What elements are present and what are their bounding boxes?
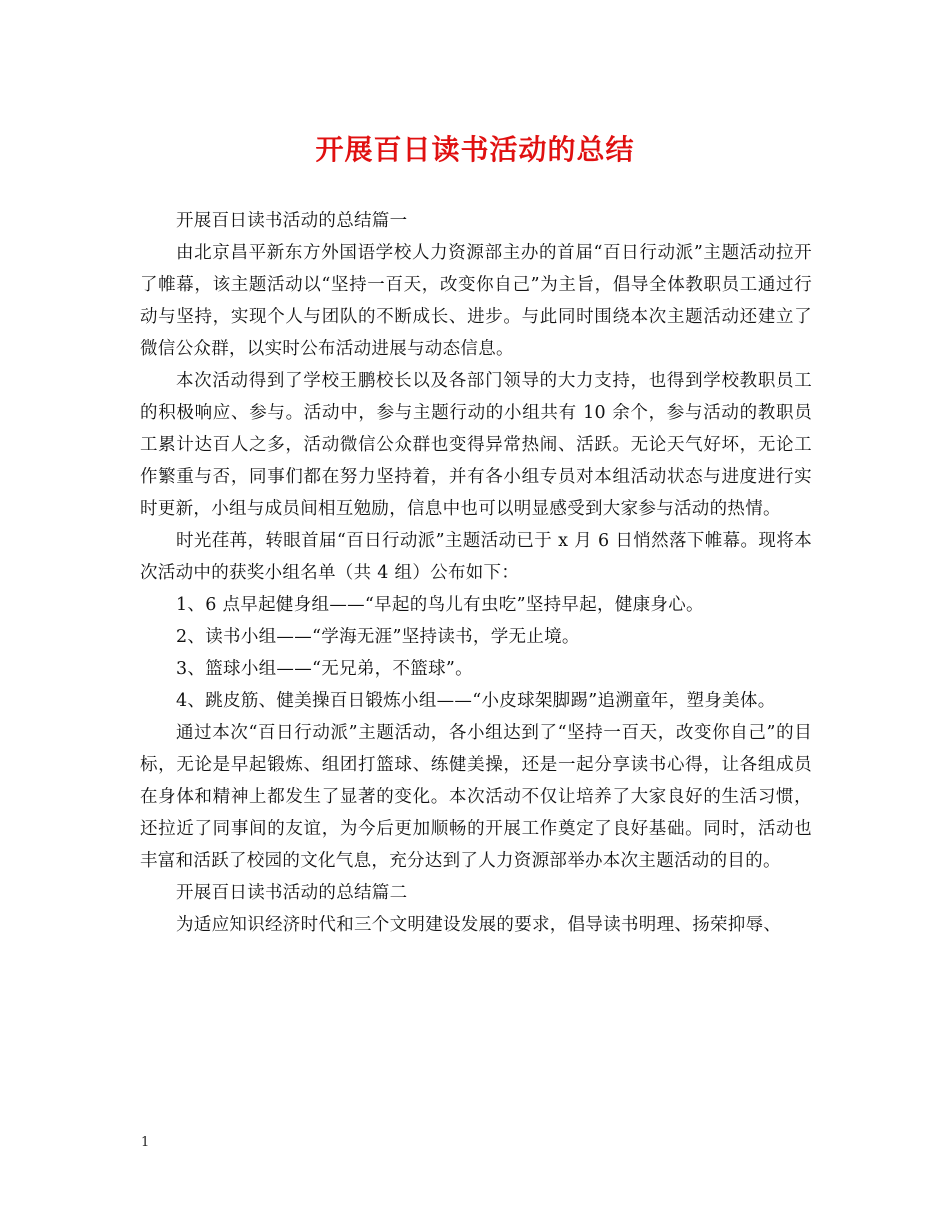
list-item: 4、跳皮筋、健美操百日锻炼小组——“小皮球架脚踢”追溯童年，塑身美体。 [176, 691, 776, 711]
section-heading-1: 开展百日读书活动的总结篇一 [176, 211, 408, 231]
paragraph: 本次活动得到了学校王鹏校长以及各部门领导的大力支持，也得到学校教职员工的积极响应、参与。活动中，参与主题行动的小组共有 10 余个，参与活动的教职员工累计达百人之多，活动微信公众群也变得异常热闹、活跃。无论天气好坏，无论工作繁重与否，同事们都在努力坚持着，并有各小组专员对本组活动状态与进度进行实时更新，小组与成员间相互勉励，信息中也可以明显感受到大家参与活动的热情。 [140, 371, 812, 519]
document-title: 开展百日读书活动的总结 [315, 133, 635, 166]
document-body [140, 205, 812, 941]
section-heading-2: 开展百日读书活动的总结篇二 [176, 883, 408, 903]
list-item: 3、篮球小组——“无兄弟，不篮球”。 [176, 659, 473, 679]
page-number: 1 [141, 1135, 150, 1150]
paragraph: 为适应知识经济时代和三个文明建设发展的要求，倡导读书明理、扬荣抑辱、 [176, 915, 782, 935]
list-item: 2、读书小组——“学海无涯”坚持读书，学无止境。 [176, 627, 580, 647]
paragraph: 时光荏苒，转眼首届“百日行动派”主题活动已于 x 月 6 日悄然落下帷幕。现将本次活动中的获奖小组名单（共 4 组）公布如下： [140, 531, 812, 583]
paragraph: 由北京昌平新东方外国语学校人力资源部主办的首届“百日行动派”主题活动拉开了帷幕，该主题活动以“坚持一百天，改变你自己”为主旨，倡导全体教职员工通过行动与坚持，实现个人与团队的不断成长、进步。与此同时围绕本次主题活动还建立了微信公众群，以实时公布活动进展与动态信息。 [140, 243, 812, 359]
list-item: 1、6 点早起健身组——“早起的鸟儿有虫吃”坚持早起，健康身心。 [176, 595, 704, 615]
paragraph: 通过本次“百日行动派”主题活动，各小组达到了“坚持一百天，改变你自己”的目标，无论是早起锻炼、组团打篮球、练健美操，还是一起分享读书心得，让各组成员在身体和精神上都发生了显著的变化。本次活动不仅让培养了大家良好的生活习惯，还拉近了同事间的友谊，为今后更加顺畅的开展工作奠定了良好基础。同时，活动也丰富和活跃了校园的文化气息，充分达到了人力资源部举办本次主题活动的目的。 [140, 723, 812, 871]
